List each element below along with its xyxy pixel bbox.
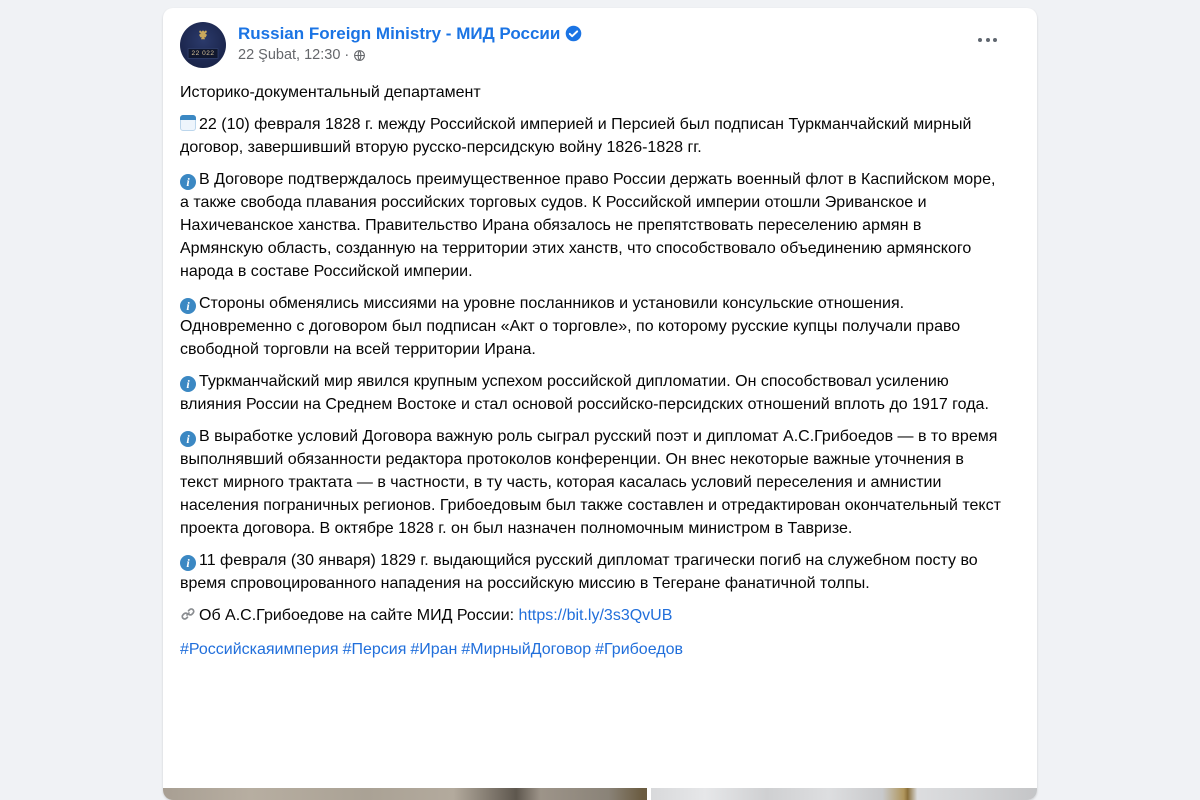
hashtag[interactable]: #Персия [342, 641, 407, 658]
hashtag[interactable]: #Иран [410, 641, 458, 658]
paragraph-text: В выработке условий Договора важную роль сыграл русский поэт и дипломат А.С.Грибоедов — в то время выполнявший обязанности редактора протоколов конференции. Он внес некоторые важные уточнения в текст мирного трактата — в частности, в ту часть, которая касалась условий переселения и амнистии населения пограничных регионов. Грибоедовым был также составлен и отредактирован окончательный текст проекта договора. В октябре 1828 г. он был назначен полномочным министром в Тавризе. [180, 428, 1001, 537]
paragraph-griboedov [180, 425, 1001, 540]
ellipsis-icon [993, 38, 997, 42]
attached-photo-left[interactable] [163, 788, 647, 800]
timestamp[interactable]: 22 Şubat, 12:30 [238, 47, 341, 63]
link-line [180, 604, 1001, 629]
paragraph-text: Туркманчайский мир явился крупным успехом российской дипломатии. Он способствовал усилению влияния России на Среднем Востоке и стал основой российско-персидских отношений вплоть до 1917 года. [180, 373, 989, 413]
post-meta [238, 47, 582, 63]
meta-separator: · [344, 47, 350, 63]
hashtag[interactable]: #Российскаяимперия [180, 641, 339, 658]
post-header [163, 8, 1037, 68]
info-icon: i [180, 555, 196, 571]
header-texts [238, 22, 582, 63]
post-body [163, 68, 1023, 661]
info-icon: i [180, 174, 196, 190]
avatar-counter-label: 22 022 [188, 48, 219, 59]
paragraph-text: Историко-документальный департамент [180, 84, 481, 101]
paragraph-diplomatic-success [180, 370, 1001, 416]
hashtag[interactable]: #МирныйДоговор [461, 641, 592, 658]
paragraph-missions [180, 292, 1001, 361]
verified-badge-icon [565, 25, 582, 42]
avatar[interactable] [180, 22, 226, 68]
calendar-icon [180, 115, 196, 131]
hashtags-line [180, 638, 1001, 661]
attached-photos [163, 786, 1037, 800]
paragraph-treaty-terms [180, 168, 1001, 283]
globe-icon [353, 49, 366, 62]
facebook-post-card [163, 8, 1037, 800]
info-icon: i [180, 376, 196, 392]
author-name[interactable]: Russian Foreign Ministry - МИД России [238, 24, 561, 43]
ellipsis-icon [978, 38, 982, 42]
ellipsis-icon [986, 38, 990, 42]
link-icon [180, 606, 196, 629]
post-menu-button[interactable] [972, 32, 1003, 48]
info-icon: i [180, 431, 196, 447]
paragraph-text: 11 февраля (30 января) 1829 г. выдающийся русский дипломат трагически погиб на служебном посту во время спровоцированного нападения на российскую миссию в Тегеране фанатичной толпы. [180, 552, 978, 592]
paragraph-text: В Договоре подтверждалось преимущественное право России держать военный флот в Каспийском море, а также свобода плавания российских торговых судов. К Российской империи отошли Эриванское и Нахичеванское ханства. Правительство Ирана обязалось не препятствовать переселению армян в Армянскую область, созданную на территории этих ханств, что способствовало объединению армянского народа в составе Российской империи. [180, 171, 996, 280]
link-line-text: Об А.С.Грибоедове на сайте МИД России: [199, 607, 515, 624]
info-icon: i [180, 298, 196, 314]
eagle-emblem-icon [195, 29, 211, 47]
paragraph-treaty-date [180, 113, 1001, 159]
hashtag[interactable]: #Грибоедов [595, 641, 683, 658]
bitly-link[interactable]: https://bit.ly/3s3QvUB [518, 607, 673, 624]
paragraph-text: Стороны обменялись миссиями на уровне посланников и установили консульские отношения. Одновременно с договором был подписан «Акт о торговле», по которому русские купцы получали право свободной торговли на всей территории Ирана. [180, 295, 961, 358]
attached-photo-right[interactable] [651, 788, 1037, 800]
paragraph-text: 22 (10) февраля 1828 г. между Российской империей и Персией был подписан Туркманчайский мирный договор, завершивший вторую русско-персидскую войну 1826-1828 гг. [180, 116, 972, 156]
paragraph-death [180, 549, 1001, 595]
paragraph-department [180, 81, 1001, 104]
